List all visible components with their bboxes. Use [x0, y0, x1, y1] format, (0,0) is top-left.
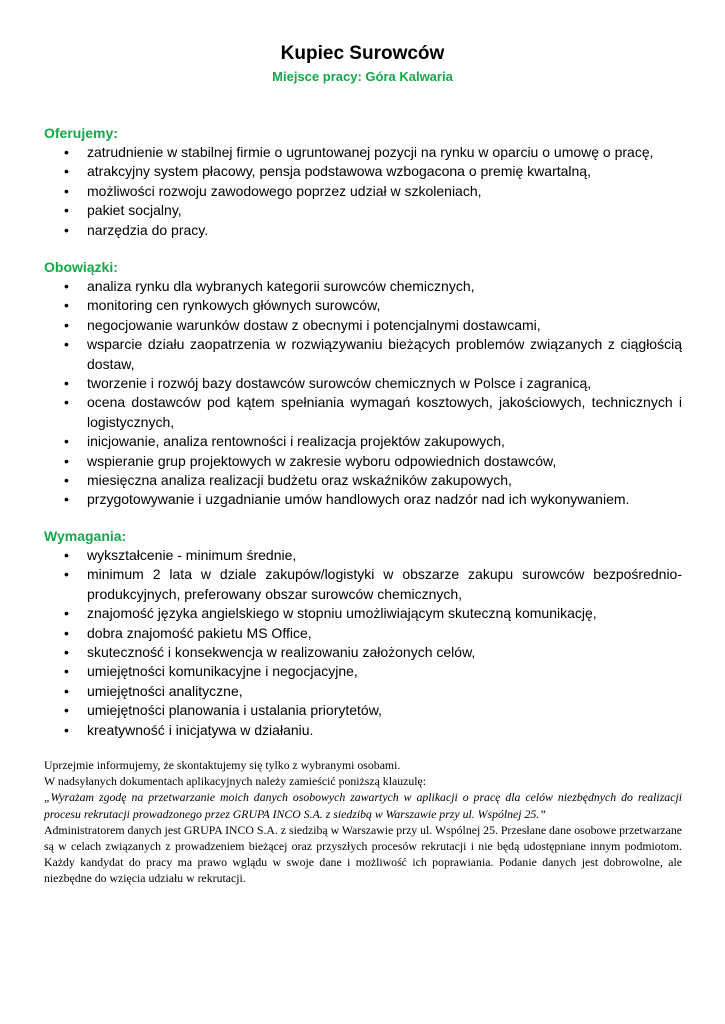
note-line-contact: Uprzejmie informujemy, że skontaktujemy się tylko z wybranymi osobami.	[44, 758, 401, 772]
list-item: • dobra znajomość pakietu MS Office,	[44, 624, 682, 643]
offer-list	[44, 143, 682, 240]
bullet-icon: •	[64, 452, 69, 469]
bullet-icon: •	[64, 221, 69, 238]
bullet-icon: •	[64, 316, 69, 333]
section-requirements-heading: Wymagania:	[44, 528, 127, 544]
bullet-icon: •	[64, 566, 69, 583]
bullet-icon: •	[64, 624, 69, 641]
privacy-note	[44, 757, 682, 887]
list-item: • skuteczność i konsekwencja w realizowaniu założonych celów,	[44, 643, 682, 662]
requirements-list	[44, 546, 682, 740]
bullet-icon: •	[64, 278, 69, 294]
bullet-icon: •	[64, 721, 69, 738]
list-item: • znajomość języka angielskiego w stopniu umożliwiającym skuteczną komunikację,	[44, 604, 682, 623]
list-item: • umiejętności planowania i ustalania priorytetów,	[44, 701, 682, 720]
list-item: • minimum 2 lata w dziale zakupów/logistyki w obszarze zakupu surowców bezpośrednio-produkcyjnych, preferowany obszar surowców chemicznych,	[64, 566, 682, 602]
section-offer-heading: Oferujemy:	[44, 125, 118, 141]
list-item: • narzędzia do pracy.	[44, 221, 682, 240]
list-item: • wykształcenie - minimum średnie,	[44, 546, 682, 565]
section-duties-heading: Obowiązki:	[44, 259, 118, 275]
bullet-icon: •	[64, 663, 69, 680]
bullet-icon: •	[64, 182, 69, 199]
list-item: • zatrudnienie w stabilnej firmie o ugruntowanej pozycji na rynku w oparciu o umowę o pracę,	[44, 143, 682, 162]
bullet-icon: •	[64, 605, 69, 622]
bullet-icon: •	[64, 144, 69, 160]
list-item: • negocjowanie warunków dostaw z obecnymi i potencjalnymi dostawcami,	[44, 316, 682, 335]
bullet-icon: •	[64, 336, 69, 353]
list-item: • inicjowanie, analiza rentowności i realizacja projektów zakupowych,	[44, 432, 682, 451]
section-duties	[44, 258, 682, 510]
section-offer	[44, 124, 682, 240]
list-item: • możliwości rozwoju zawodowego poprzez udział w szkoleniach,	[44, 182, 682, 201]
page-subtitle: Miejsce pracy: Góra Kalwaria	[272, 69, 453, 84]
consent-clause: „Wyrażam zgodę na przetwarzanie moich danych osobowych zawartych w aplikacji o pracę dla celów niezbędnych do realizacji procesu rekrutacji prowadzonego przez GRUPA INCO S.A. z siedzibą w Warszawie przy ul. Wspólnej 25.”	[44, 790, 682, 821]
bullet-icon: •	[64, 375, 69, 392]
bullet-icon: •	[64, 644, 69, 661]
bullet-icon: •	[64, 702, 69, 719]
list-item: • atrakcyjny system płacowy, pensja podstawowa wzbogacona o premię kwartalną,	[44, 162, 682, 181]
duties-list	[44, 277, 682, 510]
list-item: • miesięczna analiza realizacji budżetu oraz wskaźników zakupowych,	[44, 471, 682, 490]
section-requirements	[44, 527, 682, 740]
list-item: • wsparcie działu zaopatrzenia w rozwiązywaniu bieżących problemów związanych z ciągłością dostaw,	[64, 336, 682, 372]
list-item: • umiejętności komunikacyjne i negocjacyjne,	[44, 662, 682, 681]
list-item: • monitoring cen rynkowych głównych surowców,	[44, 296, 682, 315]
bullet-icon: •	[64, 491, 69, 508]
list-item: • ocena dostawców pod kątem spełniania wymagań kosztowych, jakościowych, technicznych i logistycznych,	[64, 394, 682, 430]
list-item: • przygotowywanie i uzgadnianie umów handlowych oraz nadzór nad ich wykonywaniem.	[44, 490, 682, 509]
bullet-icon: •	[64, 682, 69, 699]
administrator-info: Administratorem danych jest GRUPA INCO S.A. z siedzibą w Warszawie przy ul. Wspólnej 25. Przesłane dane osobowe przetwarzane są w celach związanych z prowadzeniem bieżącej oraz przyszłych procesów rekrutacji i nie będą udostępniane innym podmiotom. Każdy kandydat do pracy ma prawo wglądu w swoje dane i możliwość ich poprawiania. Podanie danych jest dobrowolne, ale niezbędne do wzięcia udziału w rekrutacji.	[44, 822, 682, 886]
bullet-icon: •	[64, 163, 69, 180]
page-title: Kupiec Surowców	[280, 43, 445, 64]
list-item: • umiejętności analityczne,	[44, 682, 682, 701]
bullet-icon: •	[64, 433, 69, 450]
list-item: • kreatywność i inicjatywa w działaniu.	[44, 721, 682, 740]
note-line-clause-intro: W nadsyłanych dokumentach aplikacyjnych należy zamieścić poniższą klauzulę:	[44, 774, 427, 789]
bullet-icon: •	[64, 297, 69, 314]
bullet-icon: •	[64, 547, 69, 563]
list-item: • pakiet socjalny,	[44, 201, 682, 220]
bullet-icon: •	[64, 202, 69, 219]
bullet-icon: •	[64, 472, 69, 489]
list-item: • wspieranie grup projektowych w zakresie wyboru odpowiednich dostawców,	[44, 452, 682, 471]
list-item: • analiza rynku dla wybranych kategorii surowców chemicznych,	[44, 277, 682, 296]
bullet-icon: •	[64, 394, 69, 411]
list-item: • tworzenie i rozwój bazy dostawców surowców chemicznych w Polsce i zagranicą,	[44, 374, 682, 393]
